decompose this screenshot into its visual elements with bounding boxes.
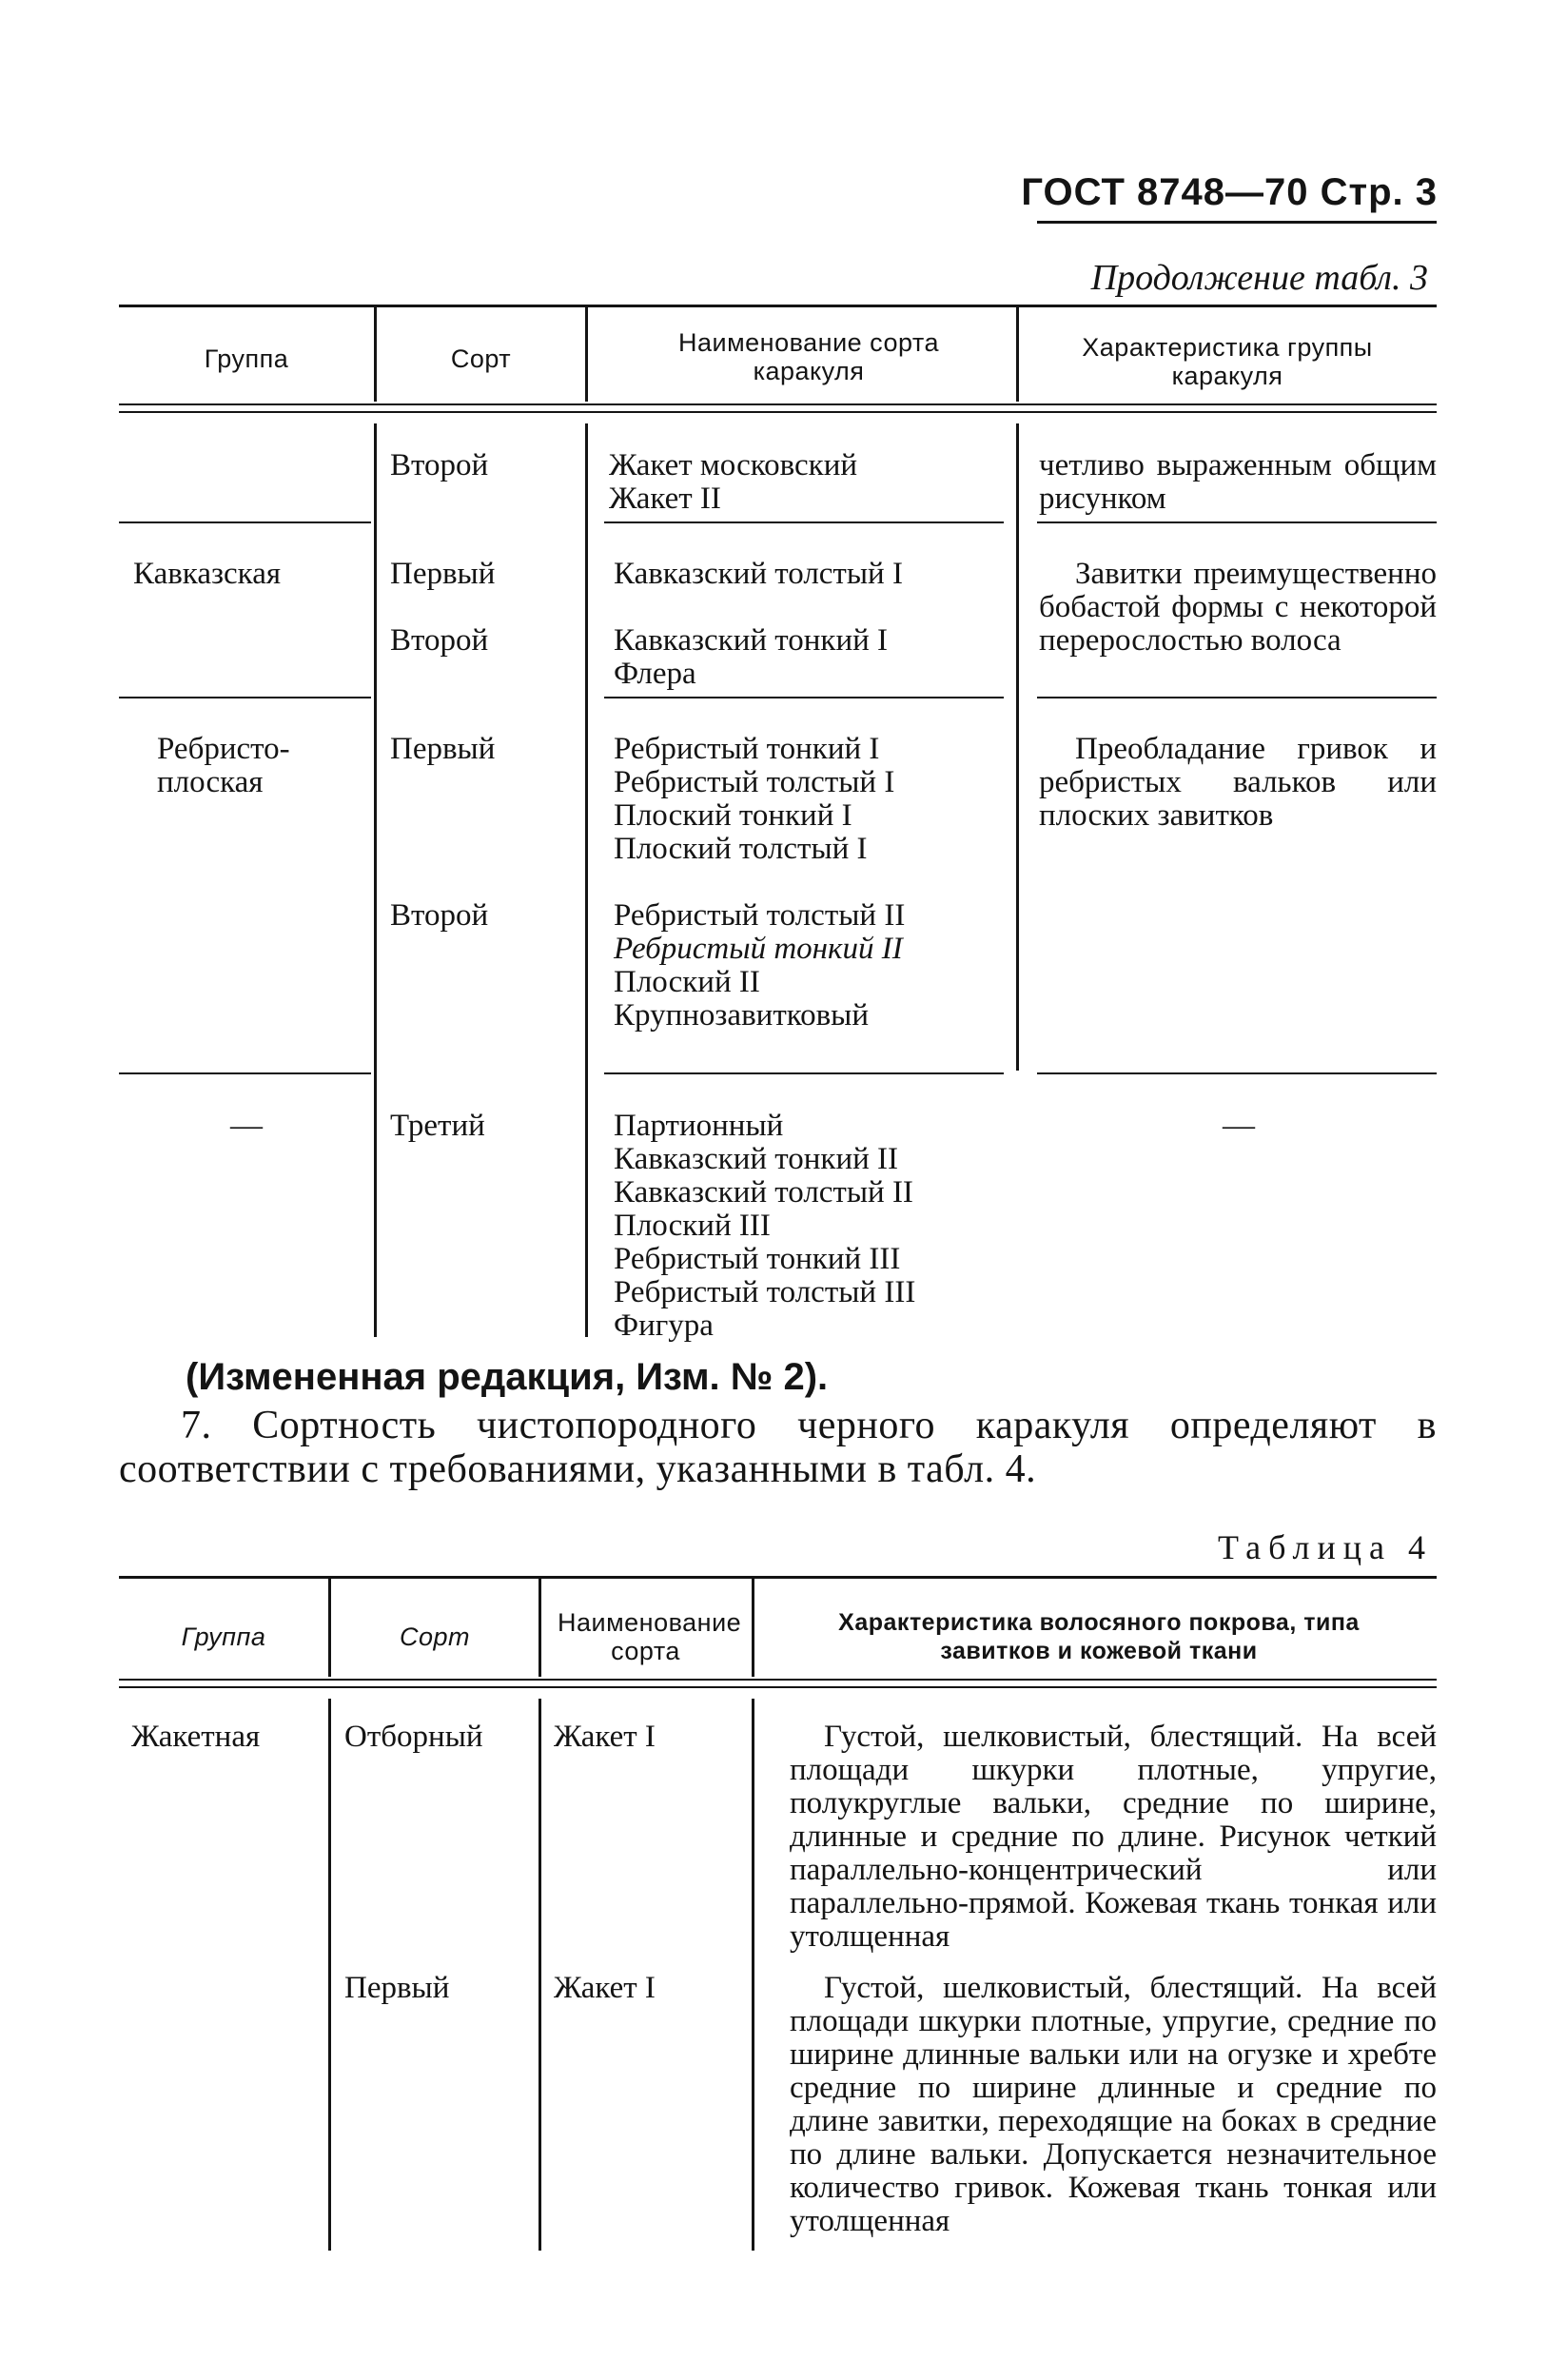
t3-r3-name-6: Ребристый тонкий II — [614, 932, 903, 966]
table4-header-name: Наименование сорта — [558, 1608, 742, 1665]
t3-r4-name-2: Кавказский тонкий II — [614, 1142, 898, 1176]
t3-r4-sort: Третий — [390, 1109, 485, 1143]
table3-header-characteristic: Характеристика группы каракуля — [1082, 333, 1373, 390]
t3-r1-name-2: Жакет II — [609, 482, 721, 516]
t3-r3-sort-1: Первый — [390, 732, 496, 766]
t3-r3-sort-2: Второй — [390, 898, 489, 933]
table3-header-sort: Сорт — [450, 344, 512, 373]
table4-header-sort: Сорт — [399, 1623, 471, 1651]
table4-title: Таблица 4 — [1218, 1528, 1433, 1566]
t3-r4-name-4: Плоский III — [614, 1209, 771, 1243]
t3-r3-name-2: Ребристый толстый I — [614, 765, 895, 799]
table3-header-group: Группа — [204, 344, 289, 373]
t3-r3-name-7: Плоский II — [614, 965, 760, 999]
t3-r3-name-5: Ребристый толстый II — [614, 898, 906, 933]
t3-r4-name-6: Ребристый толстый III — [614, 1275, 916, 1309]
t3-r3-name-4: Плоский толстый I — [614, 832, 868, 866]
t4-r2-characteristic: Густой, шелковистый, блестящий. На всей площади шкурки плотные, упругие, средние по ширине длинные вальки или на огузке и хребте средние по ширине длинные и средние по длине завитки, переходящие на боках в средние по длине вальки. Допускается незначительное количество гривок. Кожевая ткань тонкая или утолщенная — [790, 1971, 1437, 2238]
t3-r3-name-3: Плоский тонкий I — [614, 798, 852, 833]
table4-header-group: Группа — [181, 1623, 266, 1651]
t3-r4-characteristic: — — [1223, 1108, 1255, 1143]
t4-r1-group: Жакетная — [131, 1720, 261, 1754]
table3-continuation: Продолжение табл. 3 — [1090, 258, 1428, 298]
t4-r1-sort: Отборный — [344, 1720, 483, 1754]
t3-r2-characteristic: Завитки преимущественно бобастой формы с некоторой перерослостью волоса — [1039, 557, 1437, 658]
table3-header-name: Наименование сорта каракуля — [678, 328, 939, 385]
t3-r2-sort-1: Первый — [390, 557, 496, 591]
t3-r2-sort-2: Второй — [390, 623, 489, 658]
t4-r1-characteristic: Густой, шелковистый, блестящий. На всей площади шкурки плотные, упругие, полукруглые вальки, средние по ширине, длинные и средние по длине. Рисунок четкий параллельно-концентрический или параллельно-прямой. Кожевая ткань тонкая или утолщенная — [790, 1720, 1437, 1954]
t3-r1-name-1: Жакет московский — [609, 448, 858, 482]
t3-r3-name-1: Ребристый тонкий I — [614, 732, 880, 766]
t3-r4-group: — — [230, 1108, 263, 1143]
page-header: ГОСТ 8748—70 Стр. 3 — [1021, 171, 1438, 213]
t3-r2-group: Кавказская — [133, 557, 282, 591]
header-rule — [1037, 221, 1437, 224]
t4-r1-name: Жакет I — [554, 1720, 656, 1754]
t4-r2-name: Жакет I — [554, 1971, 656, 2005]
t3-r3-group: Ребристо-плоская — [157, 732, 290, 799]
table4-top-rule — [119, 1576, 1437, 1579]
t3-r4-name-1: Партионный — [614, 1109, 784, 1143]
t3-r3-name-8: Крупнозавитковый — [614, 998, 870, 1033]
t4-r2-sort: Первый — [344, 1971, 450, 2005]
t3-r1-characteristic: четливо выраженным общим рисунком — [1039, 448, 1437, 516]
t3-r4-name-7: Фигура — [614, 1308, 714, 1343]
t3-r4-name-3: Кавказский толстый II — [614, 1175, 913, 1210]
t3-r1-sort: Второй — [390, 448, 489, 482]
t3-r3-characteristic: Преобладание гривок и ребристых вальков или плоских завитков — [1039, 732, 1437, 833]
t3-r4-name-5: Ребристый тонкий III — [614, 1242, 901, 1276]
amendment-note: (Измененная редакция, Изм. № 2). — [186, 1356, 829, 1398]
t3-r2-name-3: Флера — [614, 657, 696, 691]
t3-r2-name-1: Кавказский толстый I — [614, 557, 903, 591]
paragraph-7: 7. Сортность чистопородного черного каракуля определяют в соответствии с требованиями, указанными в табл. 4. — [119, 1404, 1437, 1491]
table3-top-rule — [119, 305, 1437, 307]
table4-header-characteristic: Характеристика волосяного покрова, типа завитков и кожевой ткани — [838, 1609, 1360, 1664]
t3-r2-name-2: Кавказский тонкий I — [614, 623, 889, 658]
